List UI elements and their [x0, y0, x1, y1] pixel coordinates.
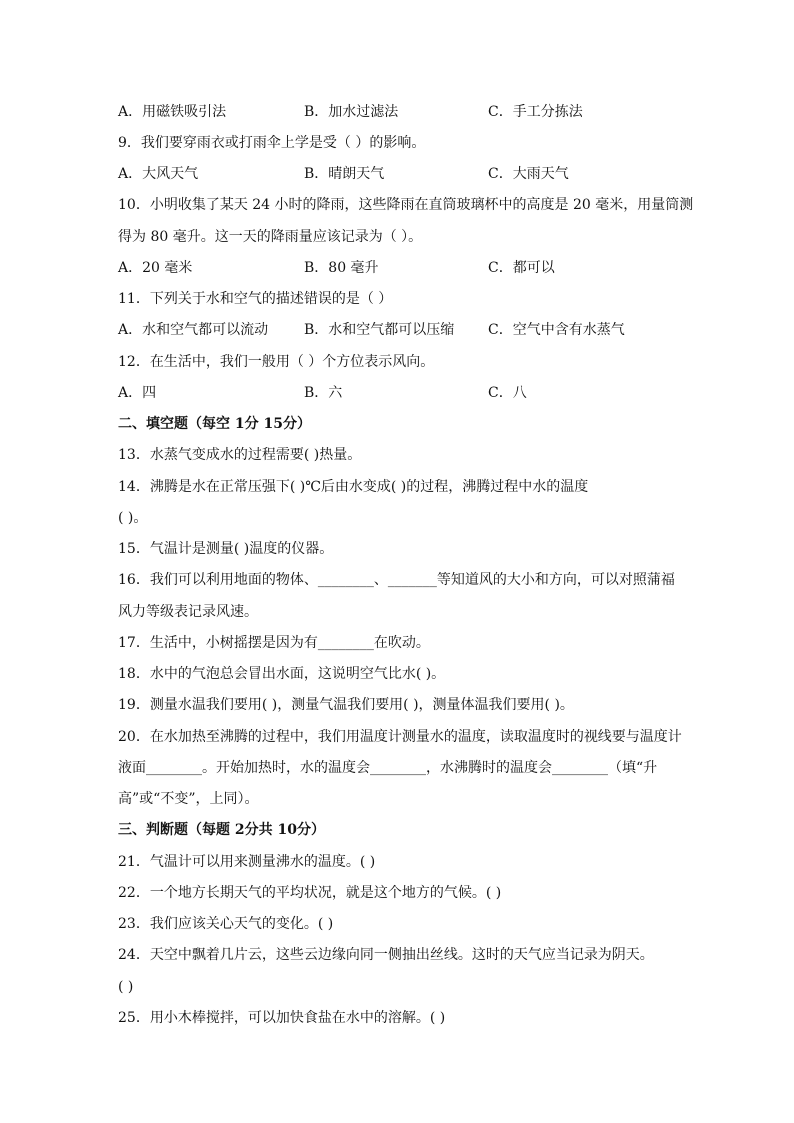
q20-line3: 高”或“不变”，上同）。: [118, 791, 259, 807]
q11-option-c: C．空气中含有水蒸气: [488, 322, 625, 338]
q18-text: 18．水中的气泡总会冒出水面，这说明空气比水( )。: [118, 666, 446, 682]
q8-option-b: B．加水过滤法: [304, 104, 399, 120]
q9-option-b: B．晴朗天气: [304, 166, 385, 182]
q23-text: 23．我们应该关心天气的变化。( ): [118, 916, 334, 932]
q9-option-c: C．大雨天气: [488, 166, 569, 182]
q10-line1: 10．小明收集了某天 24 小时的降雨，这些降雨在直筒玻璃杯中的高度是 20 毫米，用量筒测: [118, 197, 694, 213]
q25-text: 25．用小木棒搅拌，可以加快食盐在水中的溶解。( ): [118, 1010, 446, 1026]
q16-line1: 16．我们可以利用地面的物体、________、_______等知道风的大小和方向，可以对照蒲福: [118, 572, 675, 588]
q10-option-b: B．80 毫升: [304, 260, 379, 276]
q22-text: 22．一个地方长期天气的平均状况，就是这个地方的气候。( ): [118, 885, 502, 901]
q12-option-b: B．六: [304, 385, 343, 401]
q19-text: 19．测量水温我们要用( )，测量气温我们要用( )，测量体温我们要用( )。: [118, 697, 574, 713]
q12-text: 12．在生活中，我们一般用（ ）个方位表示风向。: [118, 354, 435, 370]
section-fill-in-header: 二、填空题（每空 1分 15分）: [118, 416, 311, 432]
q14-line1: 14．沸腾是水在正常压强下( )℃后由水变成( )的过程，沸腾过程中水的温度: [118, 479, 589, 495]
q14-line2: ( )。: [118, 510, 148, 526]
q10-line2: 得为 80 毫升。这一天的降雨量应该记录为（ ）。: [118, 229, 423, 245]
q11-text: 11．下列关于水和空气的描述错误的是（ ）: [118, 291, 393, 307]
q20-line1: 20．在水加热至沸腾的过程中，我们用温度计测量水的温度，读取温度时的视线要与温度计: [118, 729, 682, 745]
q9-text: 9．我们要穿雨衣或打雨伞上学是受（ ）的影响。: [118, 135, 426, 151]
q11-option-b: B．水和空气都可以压缩: [304, 322, 455, 338]
q12-option-c: C．八: [488, 385, 527, 401]
q20-line2: 液面________。开始加热时，水的温度会________，水沸腾时的温度会________（填“升: [118, 760, 658, 776]
q15-text: 15．气温计是测量( )温度的仪器。: [118, 541, 334, 557]
q11-option-a: A．水和空气都可以流动: [118, 322, 269, 338]
q13-text: 13．水蒸气变成水的过程需要( )热量。: [118, 447, 362, 463]
q24-line1: 24．天空中飘着几片云，这些云边缘向同一侧抽出丝线。这时的天气应当记录为阴天。: [118, 947, 654, 963]
q24-line2: ( ): [118, 979, 134, 995]
q10-option-a: A．20 毫米: [118, 260, 193, 276]
q8-option-a: A．用磁铁吸引法: [118, 104, 227, 120]
section-true-false-header: 三、判断题（每题 2分共 10分）: [118, 822, 325, 838]
q16-line2: 风力等级表记录风速。: [118, 604, 258, 620]
q8-option-c: C．手工分拣法: [488, 104, 583, 120]
q9-option-a: A．大风天气: [118, 166, 199, 182]
q17-text: 17．生活中，小树摇摆是因为有________在吹动。: [118, 635, 430, 651]
q21-text: 21．气温计可以用来测量沸水的温度。( ): [118, 854, 376, 870]
q12-option-a: A．四: [118, 385, 157, 401]
q10-option-c: C．都可以: [488, 260, 555, 276]
